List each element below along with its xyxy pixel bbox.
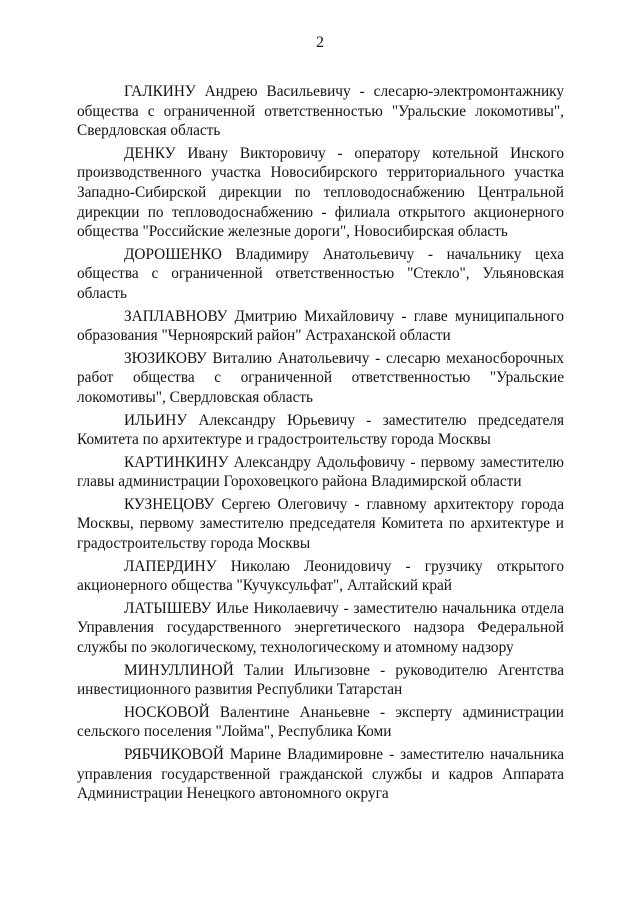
- page-number: 2: [316, 34, 324, 51]
- list-item: ИЛЬИНУ Александру Юрьевичу - заместителю председателя Комитета по архитектуре и градостроительству города Москвы: [77, 411, 564, 449]
- list-item: КУЗНЕЦОВУ Сергею Олеговичу - главному архитектору города Москвы, первому заместителю председателя Комитета по архитектуре и градостроительству города Москвы: [77, 495, 564, 553]
- list-item: ЗЮЗИКОВУ Виталию Анатольевичу - слесарю механосборочных работ общества с ограниченной ответственностью "Уральские локомотивы", Свердловская область: [77, 349, 564, 406]
- list-item: РЯБЧИКОВОЙ Марине Владимировне - заместителю начальника управления государственной гражданской службы и кадров Аппарата Администрации Ненецкого автономного округа: [77, 746, 564, 803]
- list-item: ДОРОШЕНКО Владимиру Анатольевичу - начальнику цеха общества с ограниченной ответственностью "Стекло", Ульяновская область: [77, 245, 564, 302]
- list-item: КАРТИНКИНУ Александру Адольфовичу - первому заместителю главы администрации Гороховецкого района Владимирской области: [77, 453, 564, 491]
- list-item: ЗАПЛАВНОВУ Дмитрию Михайловичу - главе муниципального образования "Черноярский район" Астраханской области: [77, 307, 564, 345]
- list-item: ГАЛКИНУ Андрею Васильевичу - слесарю-электромонтажнику общества с ограниченной ответственностью "Уральские локомотивы", Свердловская область: [77, 83, 564, 140]
- list-item: ДЕНКУ Ивану Викторовичу - оператору котельной Инского производственного участка Новосибирского территориального участка Западно-Сибирской дирекции по тепловодоснабжению Центральной дирекции по тепловодоснабжению - филиала открытого акционерного общества "Российские железные дороги", Новосибирская область: [77, 144, 564, 241]
- list-item: НОСКОВОЙ Валентине Ананьевне - эксперту администрации сельского поселения "Лойма", Республика Коми: [77, 703, 564, 741]
- list-item: ЛАПЕРДИНУ Николаю Леонидовичу - грузчику открытого акционерного общества "Кучуксульфат", Алтайский край: [77, 557, 564, 595]
- award-list: [77, 82, 564, 807]
- list-item: МИНУЛЛИНОЙ Талии Ильгизовне - руководителю Агентства инвестиционного развития Республики Татарстан: [77, 661, 564, 699]
- list-item: ЛАТЫШЕВУ Илье Николаевичу - заместителю начальника отдела Управления государственного энергетического надзора Федеральной службы по экологическому, технологическому и атомному надзору: [77, 599, 564, 657]
